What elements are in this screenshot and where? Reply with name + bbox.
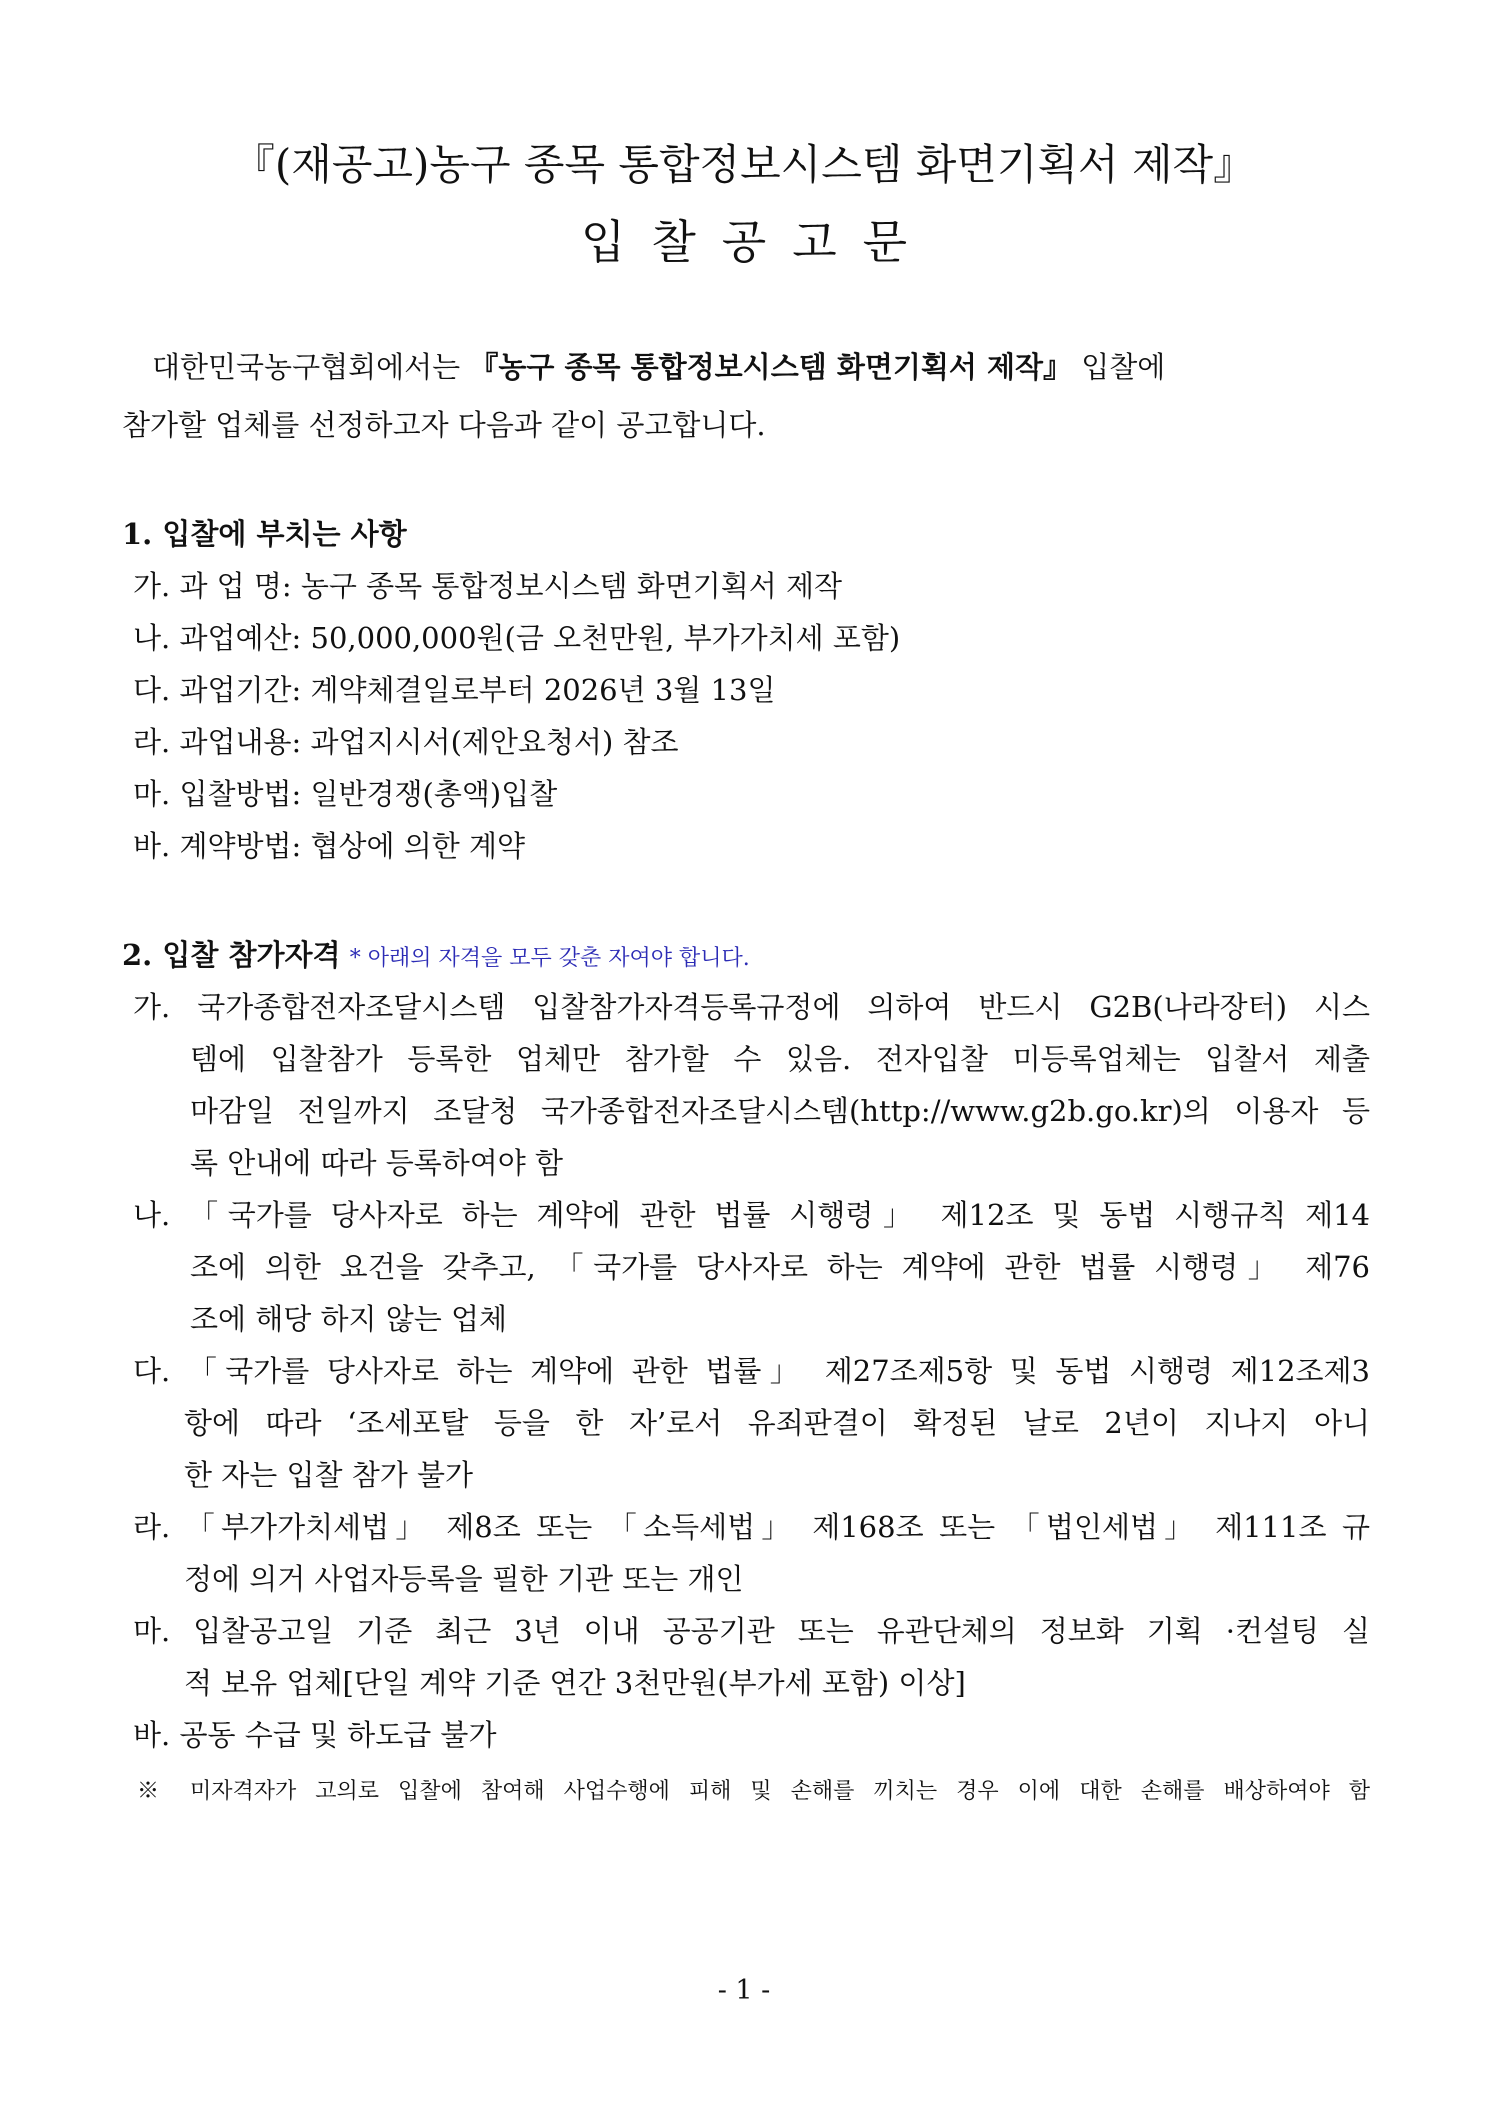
section-1-item: 다. 과업기간: 계약체결일로부터 2026년 3월 13일	[133, 673, 776, 707]
section-1-item: 나. 과업예산: 50,000,000원(금 오천만원, 부가가치세 포함)	[133, 621, 901, 655]
item-na-line: 조에 해당 하지 않는 업체	[190, 1302, 508, 1336]
item-da-line: 항에 따라 ‘조세포탈 등을 한 자’로서 유죄판결이 확정된 날로 2년이 지나지 아니	[184, 1406, 1370, 1440]
item-da-line: 한 자는 입찰 참가 불가	[184, 1458, 473, 1492]
section-2-heading-note: * 아래의 자격을 모두 갖춘 자여야 합니다.	[349, 946, 750, 971]
item-ga-line: 템에 입찰참가 등록한 업체만 참가할 수 있음. 전자입찰 미등록업체는 입찰서 제출	[190, 1042, 1370, 1076]
section-1-item: 라. 과업내용: 과업지시서(제안요청서) 참조	[133, 725, 679, 759]
page-number: - 1 -	[717, 1975, 771, 2006]
intro-prefix: 대한민국농구협회에서는	[152, 350, 461, 384]
document-title: 『(재공고)농구 종목 통합정보시스템 화면기획서 제작』	[232, 140, 1256, 189]
intro-line-2: 참가할 업체를 선정하고자 다음과 같이 공고합니다.	[122, 408, 766, 442]
intro-project-name: 『농구 종목 통합정보시스템 화면기획서 제작』	[469, 350, 1073, 384]
item-ga-line: 록 안내에 따라 등록하여야 함	[190, 1146, 564, 1180]
item-ga-line: 마감일 전일까지 조달청 국가종합전자조달시스템(http://www.g2b.go.kr)의 이용자 등	[190, 1094, 1370, 1128]
item-da-line: 다. 「국가를 당사자로 하는 계약에 관한 법률」 제27조제5항 및 동법 시행령 제12조제3	[133, 1354, 1370, 1388]
item-na-line: 나. 「국가를 당사자로 하는 계약에 관한 법률 시행령」 제12조 및 동법 시행규칙 제14	[133, 1198, 1370, 1232]
section-1-item: 가. 과 업 명: 농구 종목 통합정보시스템 화면기획서 제작	[133, 569, 843, 603]
section-1-heading: 1. 입찰에 부치는 사항	[122, 517, 407, 551]
section-1-item: 마. 입찰방법: 일반경쟁(총액)입찰	[133, 777, 558, 811]
item-ra-line: 정에 의거 사업자등록을 필한 기관 또는 개인	[184, 1562, 744, 1596]
document-subtitle: 입찰공고문	[580, 215, 934, 269]
intro-line-1	[152, 347, 1165, 387]
item-ma-line: 마. 입찰공고일 기준 최근 3년 이내 공공기관 또는 유관단체의 정보화 기획 ·컨설팅 실	[133, 1614, 1370, 1648]
intro-suffix: 입찰에	[1081, 350, 1166, 384]
section-2-heading: 2. 입찰 참가자격	[122, 938, 341, 972]
item-ba-line: 바. 공동 수급 및 하도급 불가	[133, 1718, 497, 1752]
item-ga-line: 가. 국가종합전자조달시스템 입찰참가자격등록규정에 의하여 반드시 G2B(나라장터) 시스	[133, 990, 1370, 1024]
item-na-line: 조에 의한 요건을 갖추고, 「국가를 당사자로 하는 계약에 관한 법률 시행령」 제76	[190, 1250, 1370, 1284]
section-2-remark: ※ 미자격자가 고의로 입찰에 참여해 사업수행에 피해 및 손해를 끼치는 경우 이에 대한 손해를 배상하여야 함	[137, 1779, 1370, 1804]
section-1-item: 바. 계약방법: 협상에 의한 계약	[133, 829, 526, 863]
item-ra-line: 라. 「부가가치세법」 제8조 또는 「소득세법」 제168조 또는 「법인세법」 제111조 규	[133, 1510, 1370, 1544]
item-ma-line: 적 보유 업체[단일 계약 기준 연간 3천만원(부가세 포함) 이상]	[184, 1666, 966, 1700]
section-2-heading-line	[122, 935, 750, 979]
